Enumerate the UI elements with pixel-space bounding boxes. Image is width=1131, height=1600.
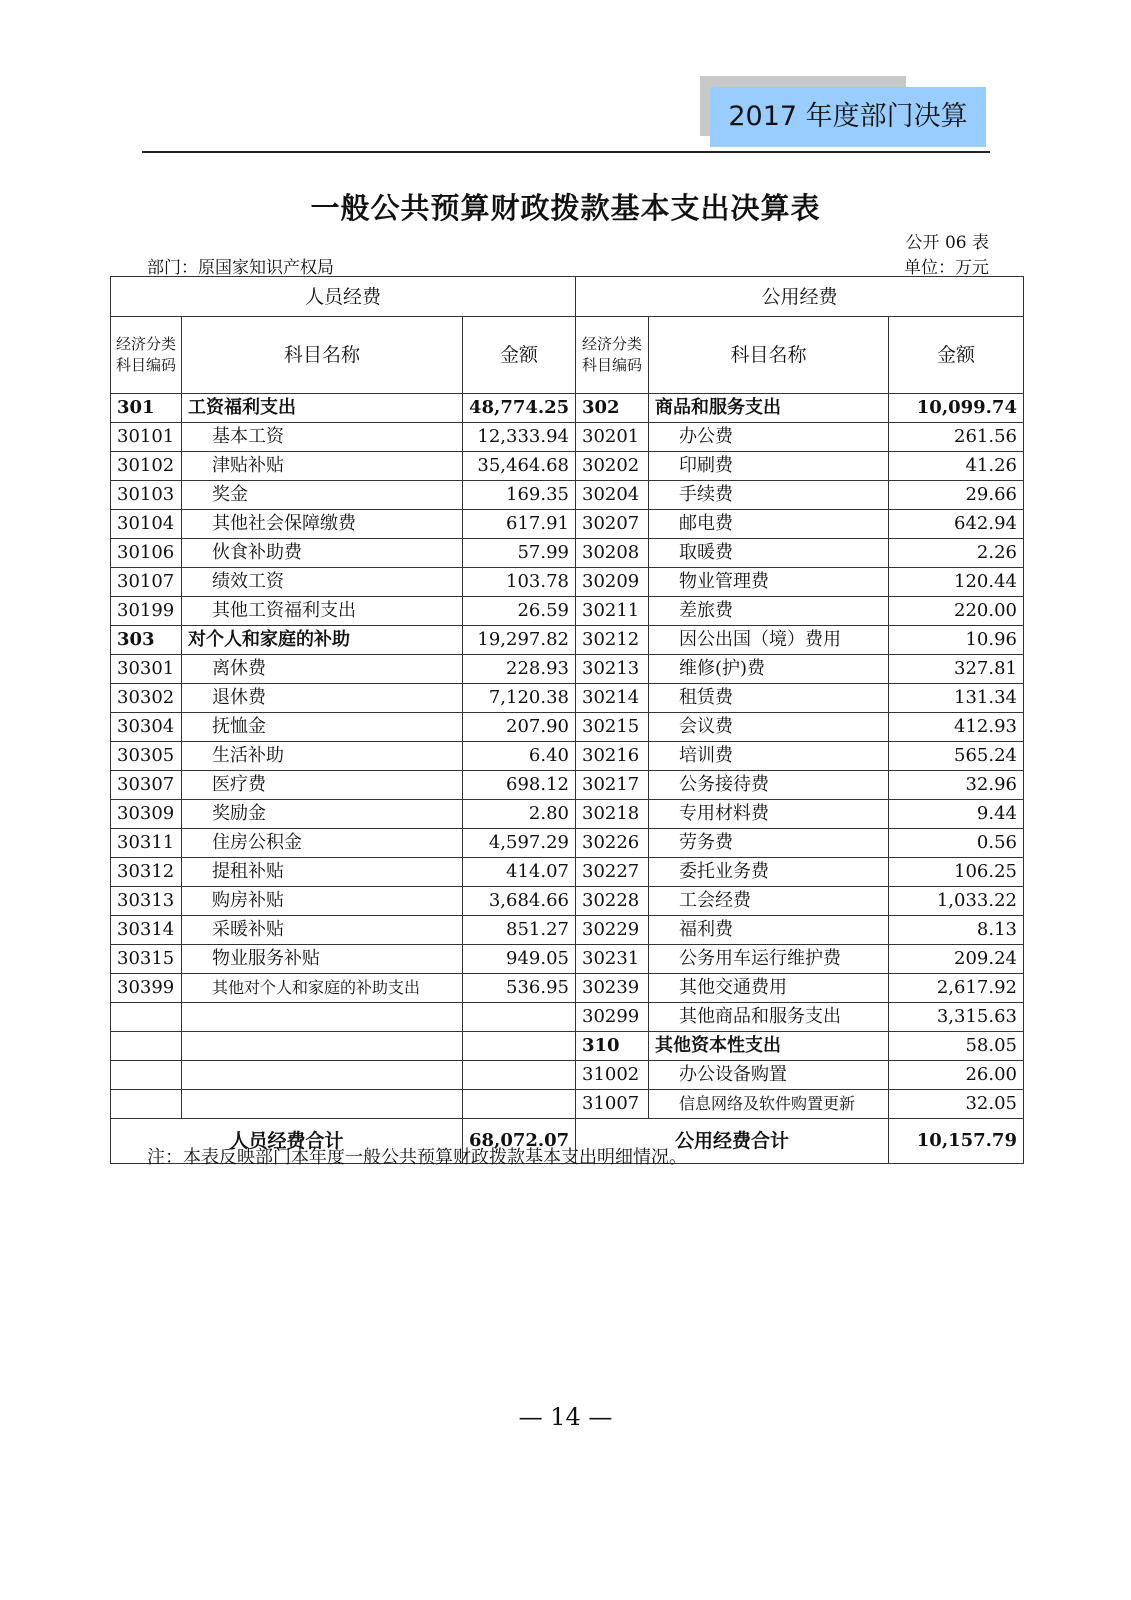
left-amount-cell: 6.40 (463, 742, 576, 771)
right-name-cell: 福利费 (649, 916, 889, 945)
right-name-cell: 其他商品和服务支出 (649, 1003, 889, 1032)
table-row (111, 568, 1024, 597)
left-code-cell: 30307 (111, 771, 182, 800)
left-amount-cell: 169.35 (463, 481, 576, 510)
left-name-cell: 住房公积金 (182, 829, 463, 858)
left-name-cell: 其他社会保障缴费 (182, 510, 463, 539)
left-name-cell: 绩效工资 (182, 568, 463, 597)
left-name-cell: 奖金 (182, 481, 463, 510)
left-amount-cell (463, 1032, 576, 1061)
table-row (111, 597, 1024, 626)
left-name-cell: 退休费 (182, 684, 463, 713)
right-amount-cell: 8.13 (889, 916, 1024, 945)
left-name-cell (182, 1003, 463, 1032)
right-amount-cell: 0.56 (889, 829, 1024, 858)
left-code-cell: 30305 (111, 742, 182, 771)
left-amount-cell: 4,597.29 (463, 829, 576, 858)
right-amount-cell: 220.00 (889, 597, 1024, 626)
right-code-cell: 30226 (576, 829, 649, 858)
right-amount-cell: 58.05 (889, 1032, 1024, 1061)
form-number: 公开 06 表 (905, 233, 989, 253)
right-amount-cell: 565.24 (889, 742, 1024, 771)
left-code-cell: 30102 (111, 452, 182, 481)
left-code-cell: 30107 (111, 568, 182, 597)
left-name-cell: 采暖补贴 (182, 916, 463, 945)
left-code-header: 经济分类科目编码 (111, 317, 182, 394)
right-name-cell: 公务用车运行维护费 (649, 945, 889, 974)
right-code-cell: 30201 (576, 423, 649, 452)
left-code-cell: 30301 (111, 655, 182, 684)
right-amount-cell: 327.81 (889, 655, 1024, 684)
left-name-cell: 其他对个人和家庭的补助支出 (182, 974, 463, 1003)
left-code-cell: 303 (111, 626, 182, 655)
right-name-cell: 差旅费 (649, 597, 889, 626)
right-name-header: 科目名称 (649, 317, 889, 394)
right-name-cell: 印刷费 (649, 452, 889, 481)
right-name-cell: 取暖费 (649, 539, 889, 568)
left-name-cell (182, 1090, 463, 1119)
left-name-cell: 购房补贴 (182, 887, 463, 916)
table-row (111, 626, 1024, 655)
left-name-cell: 物业服务补贴 (182, 945, 463, 974)
right-code-cell: 30239 (576, 974, 649, 1003)
left-code-cell: 30309 (111, 800, 182, 829)
right-code-cell: 30299 (576, 1003, 649, 1032)
right-code-cell: 30208 (576, 539, 649, 568)
left-name-cell: 基本工资 (182, 423, 463, 452)
right-code-cell: 30204 (576, 481, 649, 510)
right-name-cell: 物业管理费 (649, 568, 889, 597)
right-amount-cell: 2.26 (889, 539, 1024, 568)
right-amount-cell: 1,033.22 (889, 887, 1024, 916)
right-code-cell: 310 (576, 1032, 649, 1061)
right-code-cell: 31007 (576, 1090, 649, 1119)
column-header-row (111, 317, 1024, 394)
table-row (111, 1003, 1024, 1032)
right-amount-cell: 29.66 (889, 481, 1024, 510)
left-amount-cell: 7,120.38 (463, 684, 576, 713)
left-name-cell (182, 1032, 463, 1061)
table-note: 注：本表反映部门本年度一般公共预算财政拨款基本支出明细情况。 (147, 1147, 687, 1168)
unit-label: 单位：万元 (904, 258, 989, 278)
page-title: 一般公共预算财政拨款基本支出决算表 (310, 191, 821, 225)
right-code-cell: 30217 (576, 771, 649, 800)
header-rule (142, 151, 990, 153)
left-amount-cell: 2.80 (463, 800, 576, 829)
right-amount-cell: 10.96 (889, 626, 1024, 655)
page-number: — 14 — (518, 1403, 613, 1431)
left-code-cell (111, 1090, 182, 1119)
left-amount-cell: 48,774.25 (463, 394, 576, 423)
right-amount-cell: 131.34 (889, 684, 1024, 713)
table-row (111, 1090, 1024, 1119)
public-section-header: 公用经费 (576, 277, 1024, 317)
right-amount-cell: 106.25 (889, 858, 1024, 887)
left-amount-cell: 26.59 (463, 597, 576, 626)
table-row (111, 887, 1024, 916)
right-amount-cell: 41.26 (889, 452, 1024, 481)
right-code-cell: 30211 (576, 597, 649, 626)
table-row (111, 423, 1024, 452)
left-name-cell: 生活补助 (182, 742, 463, 771)
right-amount-cell: 26.00 (889, 1061, 1024, 1090)
left-amount-cell: 851.27 (463, 916, 576, 945)
table-row (111, 1061, 1024, 1090)
left-code-cell: 30313 (111, 887, 182, 916)
left-name-cell: 津贴补贴 (182, 452, 463, 481)
right-name-cell: 信息网络及软件购置更新 (649, 1090, 889, 1119)
header-badge: 2017 年度部门决算 (710, 87, 986, 147)
left-amount-cell: 228.93 (463, 655, 576, 684)
table-row (111, 452, 1024, 481)
right-code-cell: 30227 (576, 858, 649, 887)
right-code-cell: 30209 (576, 568, 649, 597)
right-code-cell: 30229 (576, 916, 649, 945)
left-code-cell: 30314 (111, 916, 182, 945)
right-code-cell: 31002 (576, 1061, 649, 1090)
left-name-cell (182, 1061, 463, 1090)
left-amount-cell: 103.78 (463, 568, 576, 597)
right-amount-cell: 32.96 (889, 771, 1024, 800)
left-code-cell: 30399 (111, 974, 182, 1003)
public-total-label: 公用经费合计 (576, 1119, 889, 1164)
section-header-row (111, 277, 1024, 317)
left-amount-cell: 12,333.94 (463, 423, 576, 452)
left-amount-cell: 414.07 (463, 858, 576, 887)
right-amount-cell: 9.44 (889, 800, 1024, 829)
right-amount-cell: 3,315.63 (889, 1003, 1024, 1032)
right-name-cell: 委托业务费 (649, 858, 889, 887)
right-name-cell: 劳务费 (649, 829, 889, 858)
expenditure-table (110, 276, 1024, 1164)
table-row (111, 858, 1024, 887)
right-amount-cell: 261.56 (889, 423, 1024, 452)
left-code-cell: 30199 (111, 597, 182, 626)
left-amount-cell: 35,464.68 (463, 452, 576, 481)
left-amount-cell (463, 1003, 576, 1032)
right-name-cell: 邮电费 (649, 510, 889, 539)
left-amount-header: 金额 (463, 317, 576, 394)
left-amount-cell: 57.99 (463, 539, 576, 568)
left-amount-cell: 617.91 (463, 510, 576, 539)
left-amount-cell: 3,684.66 (463, 887, 576, 916)
left-amount-cell: 536.95 (463, 974, 576, 1003)
right-code-cell: 30214 (576, 684, 649, 713)
table-row (111, 974, 1024, 1003)
left-code-cell: 30104 (111, 510, 182, 539)
left-code-cell (111, 1003, 182, 1032)
left-name-cell: 伙食补助费 (182, 539, 463, 568)
table-row (111, 829, 1024, 858)
personnel-total-amount: 68,072.07 (463, 1119, 576, 1164)
right-code-cell: 30218 (576, 800, 649, 829)
right-name-cell: 公务接待费 (649, 771, 889, 800)
table-row (111, 1032, 1024, 1061)
left-amount-cell: 207.90 (463, 713, 576, 742)
right-name-cell: 办公设备购置 (649, 1061, 889, 1090)
left-code-cell: 301 (111, 394, 182, 423)
table-row (111, 510, 1024, 539)
table-row (111, 742, 1024, 771)
right-name-cell: 其他资本性支出 (649, 1032, 889, 1061)
right-amount-cell: 120.44 (889, 568, 1024, 597)
right-code-cell: 30231 (576, 945, 649, 974)
left-name-header: 科目名称 (182, 317, 463, 394)
left-amount-cell: 698.12 (463, 771, 576, 800)
personnel-total-label: 人员经费合计 (111, 1119, 463, 1164)
personnel-section-header: 人员经费 (111, 277, 576, 317)
right-name-cell: 手续费 (649, 481, 889, 510)
left-name-cell: 其他工资福利支出 (182, 597, 463, 626)
right-name-cell: 租赁费 (649, 684, 889, 713)
right-name-cell: 办公费 (649, 423, 889, 452)
left-amount-cell (463, 1090, 576, 1119)
table-row (111, 800, 1024, 829)
right-name-cell: 培训费 (649, 742, 889, 771)
right-code-cell: 30216 (576, 742, 649, 771)
left-name-cell: 奖励金 (182, 800, 463, 829)
right-code-cell: 30212 (576, 626, 649, 655)
table-row (111, 945, 1024, 974)
right-amount-header: 金额 (889, 317, 1024, 394)
right-amount-cell: 32.05 (889, 1090, 1024, 1119)
right-amount-cell: 209.24 (889, 945, 1024, 974)
right-amount-cell: 10,099.74 (889, 394, 1024, 423)
right-code-cell: 30215 (576, 713, 649, 742)
public-total-amount: 10,157.79 (889, 1119, 1024, 1164)
table-row (111, 655, 1024, 684)
left-amount-cell (463, 1061, 576, 1090)
right-name-cell: 其他交通费用 (649, 974, 889, 1003)
right-code-cell: 30228 (576, 887, 649, 916)
right-name-cell: 工会经费 (649, 887, 889, 916)
table-row (111, 771, 1024, 800)
left-code-cell: 30302 (111, 684, 182, 713)
right-name-cell: 商品和服务支出 (649, 394, 889, 423)
left-code-cell: 30315 (111, 945, 182, 974)
right-amount-cell: 412.93 (889, 713, 1024, 742)
left-code-cell (111, 1032, 182, 1061)
right-code-cell: 30213 (576, 655, 649, 684)
right-name-cell: 因公出国（境）费用 (649, 626, 889, 655)
left-name-cell: 对个人和家庭的补助 (182, 626, 463, 655)
left-name-cell: 抚恤金 (182, 713, 463, 742)
table-row (111, 539, 1024, 568)
department-label: 部门：原国家知识产权局 (147, 258, 334, 278)
right-code-header: 经济分类科目编码 (576, 317, 649, 394)
left-amount-cell: 949.05 (463, 945, 576, 974)
left-name-cell: 工资福利支出 (182, 394, 463, 423)
right-code-cell: 30202 (576, 452, 649, 481)
table-row (111, 713, 1024, 742)
right-name-cell: 维修(护)费 (649, 655, 889, 684)
table-row (111, 916, 1024, 945)
left-code-cell: 30311 (111, 829, 182, 858)
left-code-cell: 30312 (111, 858, 182, 887)
right-name-cell: 会议费 (649, 713, 889, 742)
left-code-cell: 30106 (111, 539, 182, 568)
left-name-cell: 提租补贴 (182, 858, 463, 887)
left-code-cell: 30304 (111, 713, 182, 742)
left-amount-cell: 19,297.82 (463, 626, 576, 655)
table-row (111, 394, 1024, 423)
right-amount-cell: 642.94 (889, 510, 1024, 539)
table-row (111, 684, 1024, 713)
left-code-cell (111, 1061, 182, 1090)
right-name-cell: 专用材料费 (649, 800, 889, 829)
left-code-cell: 30103 (111, 481, 182, 510)
right-amount-cell: 2,617.92 (889, 974, 1024, 1003)
right-code-cell: 30207 (576, 510, 649, 539)
left-name-cell: 医疗费 (182, 771, 463, 800)
left-code-cell: 30101 (111, 423, 182, 452)
right-code-cell: 302 (576, 394, 649, 423)
left-name-cell: 离休费 (182, 655, 463, 684)
table-row (111, 481, 1024, 510)
